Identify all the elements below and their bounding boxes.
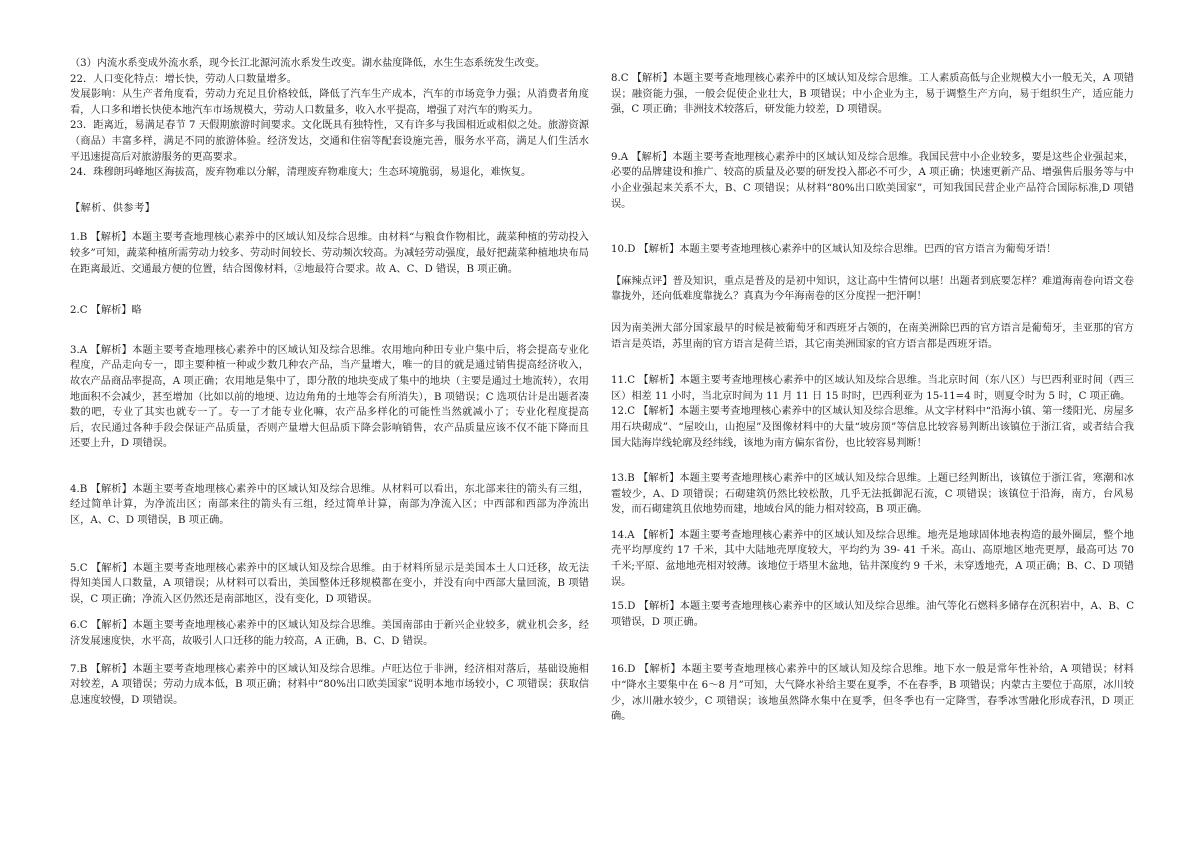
answer-24: 24．珠穆朗玛峰地区海拔高，废弃物难以分解，清理废弃物难度大；生态环境脆弱，易退化，难恢复。 (70, 167, 532, 179)
explanation-7: 7.B 【解析】本题主要考查地理核心素养中的区域认知及综合思维。卢旺达位于非洲，经济相对落后，基础设施相对较差，A 项错误；劳动力成本低，B 项正确；材料中“80%出口欧美国家”说明本地市场较小，C 项错误；获取信息速度较慢，D 项错误。 (70, 663, 589, 706)
explanation-9: 9.A 【解析】本题主要考查地理核心素养中的区域认知及综合思维。我国民营中小企业较多，要是这些企业强起来，必要的品牌建设和推广、较高的质量及必要的研发投入都必不可少，A 项正确；快速更新产品、增强售后服务等与中小企业强起来关系不大，B、C 项错误；从材料“80%出口欧美国家”，可知我国民营企业产品符合国际标准,D 项错误。 (611, 151, 1134, 210)
answer-22-impact: 发展影响：从生产者角度看，劳动力充足且价格较低，降低了汽车生产成本，汽车的市场竞争力强；从消费者角度看，人口多和增长快使本地汽车市场规模大，劳动人口数量多，收入水平提高，增强了对汽车的购买力。 (70, 89, 589, 116)
explanation-8: 8.C 【解析】本题主要考查地理核心素养中的区域认知及综合思维。工人素质高低与企业规模大小一般无关，A 项错误；融资能力强，一般会促使企业壮大，B 项错误；中小企业为主，易于调整生产方向，易于组织生产，适应能力强，C 项正确；非洲技术较落后，研发能力较差，D 项错误。 (611, 73, 1134, 116)
section-title: 【解析、供参考】 (70, 202, 156, 214)
explanation-15: 15.D 【解析】本题主要考查地理核心素养中的区域认知及综合思维。油气等化石燃料多储存在沉积岩中，A、B、C 项错误，D 项正确。 (611, 601, 1134, 628)
explanation-3: 3.A 【解析】本题主要考查地理核心素养中的区域认知及综合思维。农用地向种田专业户集中后，将会提高专业化程度，产品走向专一，即主要种植一种或少数几种农产品，当产量增大，唯一的目的就是通过销售提高经济收入，故农产品商品率提高，A 项正确；农用地是集中了，即分散的地块变成了集中的地块（主要是通过土地流转），农用地面积不会减少，甚至增加（比如以前的地埂、边边角角的土地等会有所消失），B 项错误；C 选项估计是出题者凑数的吧，专业了其实也就专一了。专一了才能专业化嘛，农产品多样化的可能性当然就减小了；专业化程度提高后，农民通过各种手段会保证产品质量，否则产量增大但品质下降会影响销售，农产品质量应该不仅不能下降而且还要上升，D 项错误。 (70, 344, 589, 450)
explanation-11: 11.C 【解析】本题主要考查地理核心素养中的区域认知及综合思维。当北京时间（东八区）与巴西利亚时间（西三区）相差 11 小时，当北京时间为 11 月 11 日 15 时时，巴西利亚为 15-11=4 时，则夏令时为 5 时，C 项正确。 (611, 375, 1134, 402)
right-column (611, 71, 1134, 725)
commentary: 【麻辣点评】普及知识，重点是普及的是初中知识，这让高中生情何以堪！出题者到底要怎样？难道海南卷向语文卷靠拢外，还向低难度靠拢么？真真为今年海南卷的区分度捏一把汗啊！ (611, 275, 1134, 303)
explanation-1: 1.B 【解析】本题主要考查地理核心素养中的区域认知及综合思维。由材料“与粮食作物相比，蔬菜种植的劳动投入较多”可知，蔬菜种植所需劳动力较多、劳动时间较长、劳动频次较高。为减轻劳动强度，最好把蔬菜种植地块布局在距离最近、交通最方便的位置，结合图像材料，②地最符合要求。故 A、C、D 错误，B 项正确。 (70, 232, 589, 275)
explanation-4: 4.B 【解析】本题主要考查地理核心素养中的区域认知及综合思维。从材料可以看出，东北部来往的箭头有三组，经过简单计算，为净流出区；南部来往的箭头有三组，经过简单计算，南部为净流入区；中西部和西部为净流出区，A、C、D 项错误，B 项正确。 (70, 483, 589, 527)
language-note: 因为南美洲大部分国家最早的时候是被葡萄牙和西班牙占领的，在南美洲除巴西的官方语言是葡萄牙，圭亚那的官方语言是英语，苏里南的官方语言是荷兰语，其它南美洲国家的官方语言都是西班牙语。 (611, 322, 1134, 350)
explanation-12: 12.C 【解析】本题主要考查地理核心素养中的区域认知及综合思维。从文字材料中“沿海小镇、第一缕阳光、房屋多用石块砌成”、“屋咬山，山抱屋”及图像材料中的大量“坡房顶”等信息比较容易判断出该镇位于浙江省，或者结合我国大陆海岸线轮廓及经纬线，该地为南方偏东省份，也比较容易判断！ (611, 406, 1134, 449)
explanation-10: 10.D 【解析】本题主要考查地理核心素养中的区域认知及综合思维。巴西的官方语言为葡萄牙语！ (611, 244, 1057, 256)
answer-22: 22．人口变化特点：增长快，劳动人口数量增多。 (70, 73, 297, 85)
answer-23: 23．距离近，易满足春节 7 天假期旅游时间要求。文化既具有独特性，又有许多与我国相近或相似之处。旅游资源（商品）丰富多样，满足不同的旅游体验。经济发达，交通和住宿等配套设施完善，服务水平高，满足人们生活水平迅速提高后对旅游服务的更高要求。 (70, 120, 589, 163)
answer-21-3: （3）内流水系变成外流水系，现今长江北源河流水系发生改变。湖水盐度降低，水生生态系统发生改变。 (70, 58, 546, 69)
explanation-13: 13.B 【解析】本题主要考查地理核心素养中的区域认知及综合思维。上题已经判断出，该镇位于浙江省，寒潮和冰雹较少，A、D 项错误；石砌建筑仍然比较松散，几乎无法抵御泥石流，C 项错误；该镇位于沿海，南方，台风易发，而石砌建筑且依地势而建，地域台风的能力相对较高，B 项正确。 (611, 473, 1134, 516)
explanation-16: 16.D 【解析】本题主要考查地理核心素养中的区域认知及综合思维。地下水一般是常年性补给，A 项错误；材料中“降水主要集中在 6～8 月”可知，大气降水补给主要在夏季，不在春季，B 项错误；内蒙古主要位于高原，冰川较少，冰川融水较少，C 项错误；该地虽然降水集中在夏季，但冬季也有一定降雪，春季冰雪融化形成春汛，D 项正确。 (611, 664, 1134, 723)
explanation-14: 14.A 【解析】本题主要考查地理核心素养中的区域认知及综合思维。地壳是地球固体地表构造的最外圈层，整个地壳平均厚度约 17 千米，其中大陆地壳厚度较大，平均约为 39- 41 千米。高山、高原地区地壳更厚，最高可达 70 千米;平原、盆地地壳相对较薄。该地位于塔里木盆地，钻井深度约 9 千米，未穿透地壳，A 项正确；B、C、D 项错误。 (611, 529, 1134, 588)
explanation-6: 6.C 【解析】本题主要考查地理核心素养中的区域认知及综合思维。美国南部由于新兴企业较多，就业机会多，经济发展速度快，水平高，故吸引人口迁移的能力较高，A 正确，B、C、D 错误。 (70, 620, 589, 648)
left-column (70, 56, 589, 708)
explanation-2: 2.C 【解析】略 (70, 305, 142, 317)
explanation-5: 5.C 【解析】本题主要考查地理核心素养中的区域认知及综合思维。由于材料所显示是美国本土人口迁移，故无法得知美国人口数量，A 项错误；从材料可以看出，美国整体迁移规模都在变小，并没有向中西部大量回流，B 项错误，C 项正确；净流入区仍然还是南部地区，没有变化，D 项错误。 (70, 562, 589, 605)
